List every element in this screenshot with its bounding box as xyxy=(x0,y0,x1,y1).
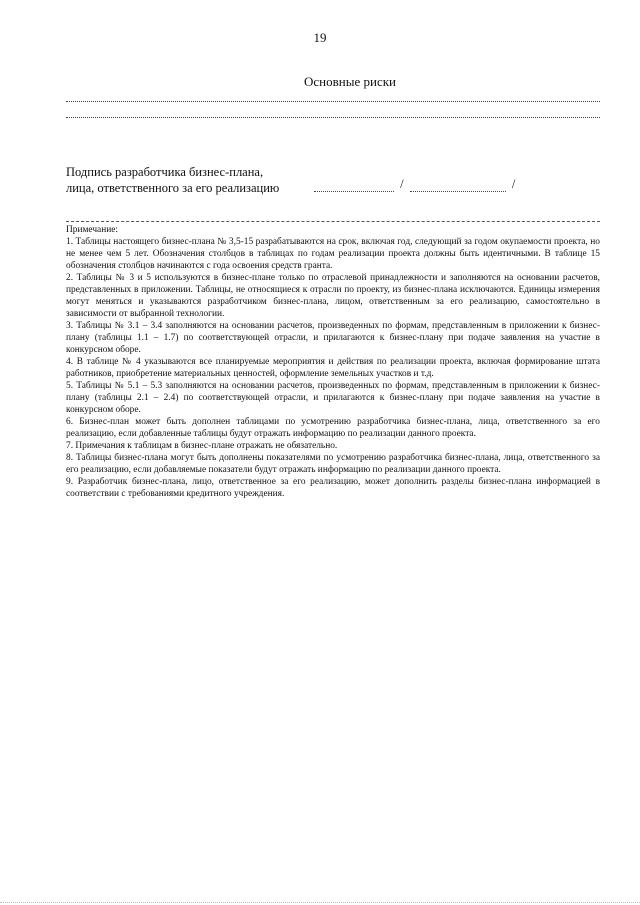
signature-separator-1: / xyxy=(400,177,404,191)
section-title: Основные риски xyxy=(304,74,396,89)
note-item-4: 4. В таблице № 4 указываются все планируемые мероприятия и действия по реализации проекта, включая формирование штата работников, приобретение материальных ценностей, оформление земельных участков и т.д. xyxy=(66,357,600,379)
signature-fields xyxy=(314,177,518,192)
notes-heading: Примечание: xyxy=(66,225,119,235)
signature-blank xyxy=(314,181,394,192)
risks-fill-line-2 xyxy=(66,117,600,118)
note-item-9: 9. Разработчик бизнес-плана, лицо, ответственное за его реализацию, может дополнить разделы бизнес-плана информацией в соответствии с требованиями кредитного учреждения. xyxy=(66,477,600,499)
note-item-5: 5. Таблицы № 5.1 – 5.3 заполняются на основании расчетов, произведенных по формам, представленным в приложении к бизнес-плану (таблицы 2.1 – 2.4) по соответствующей отрасли, и прилагаются к бизнес-плану при подаче заявления на участие в конкурсном оборе. xyxy=(66,381,600,415)
note-item-8: 8. Таблицы бизнес-плана могут быть дополнены показателями по усмотрению разработчика бизнес-плана, лица, ответственного за его реализацию, если добавляемые показатели будут отражать информацию по реализации данного проекта. xyxy=(66,453,600,475)
page-bottom-edge xyxy=(0,902,640,903)
note-item-1: 1. Таблицы настоящего бизнес-плана № 3,5-15 разрабатываются на срок, включая год, следующий за годом окупаемости проекта, но не менее чем 5 лет. Обозначения столбцов в таблицах по годам реализации проекта должны быть идентичными. В таблице 15 обозначения столбцов начинаются с года освоения средств гранта. xyxy=(66,237,600,271)
notes-divider xyxy=(66,221,600,222)
signature-separator-2: / xyxy=(511,177,516,191)
notes-section xyxy=(66,224,600,500)
note-item-6: 6. Бизнес-план может быть дополнен таблицами по усмотрению разработчика бизнес-плана, лица, ответственного за его реализацию, если добавленные таблицы будут отражать информацию по реализации данного проекта. xyxy=(66,417,600,439)
note-item-3: 3. Таблицы № 3.1 – 3.4 заполняются на основании расчетов, произведенных по формам, представленным в приложении к бизнес-плану (таблицы 1.1 – 1.7) по соответствующей отрасли, и прилагаются к бизнес-плану при подаче заявления на участие в конкурсном оборе. xyxy=(66,321,600,355)
risks-fill-line-1 xyxy=(66,101,600,102)
signature-label-line-1: Подпись разработчика бизнес-плана, xyxy=(66,165,264,179)
page-number: 19 xyxy=(313,30,327,45)
note-item-2: 2. Таблицы № 3 и 5 используются в бизнес-плане только по отраслевой принадлежности и заполняются на основании расчетов, представленных в приложении. Таблицы, не относящиеся к отрасли по проекту, из бизнес-плана исключаются. Единицы измерения могут меняться и указываются разработчиком бизнес-плана, лицом, ответственным за его реализацию, самостоятельно в зависимости от выбранной технологии. xyxy=(66,273,600,319)
note-item-7: 7. Примечания к таблицам в бизнес-плане отражать не обязательно. xyxy=(66,441,338,451)
signature-label-line-2: лица, ответственного за его реализацию xyxy=(66,181,280,195)
name-blank xyxy=(410,181,506,192)
